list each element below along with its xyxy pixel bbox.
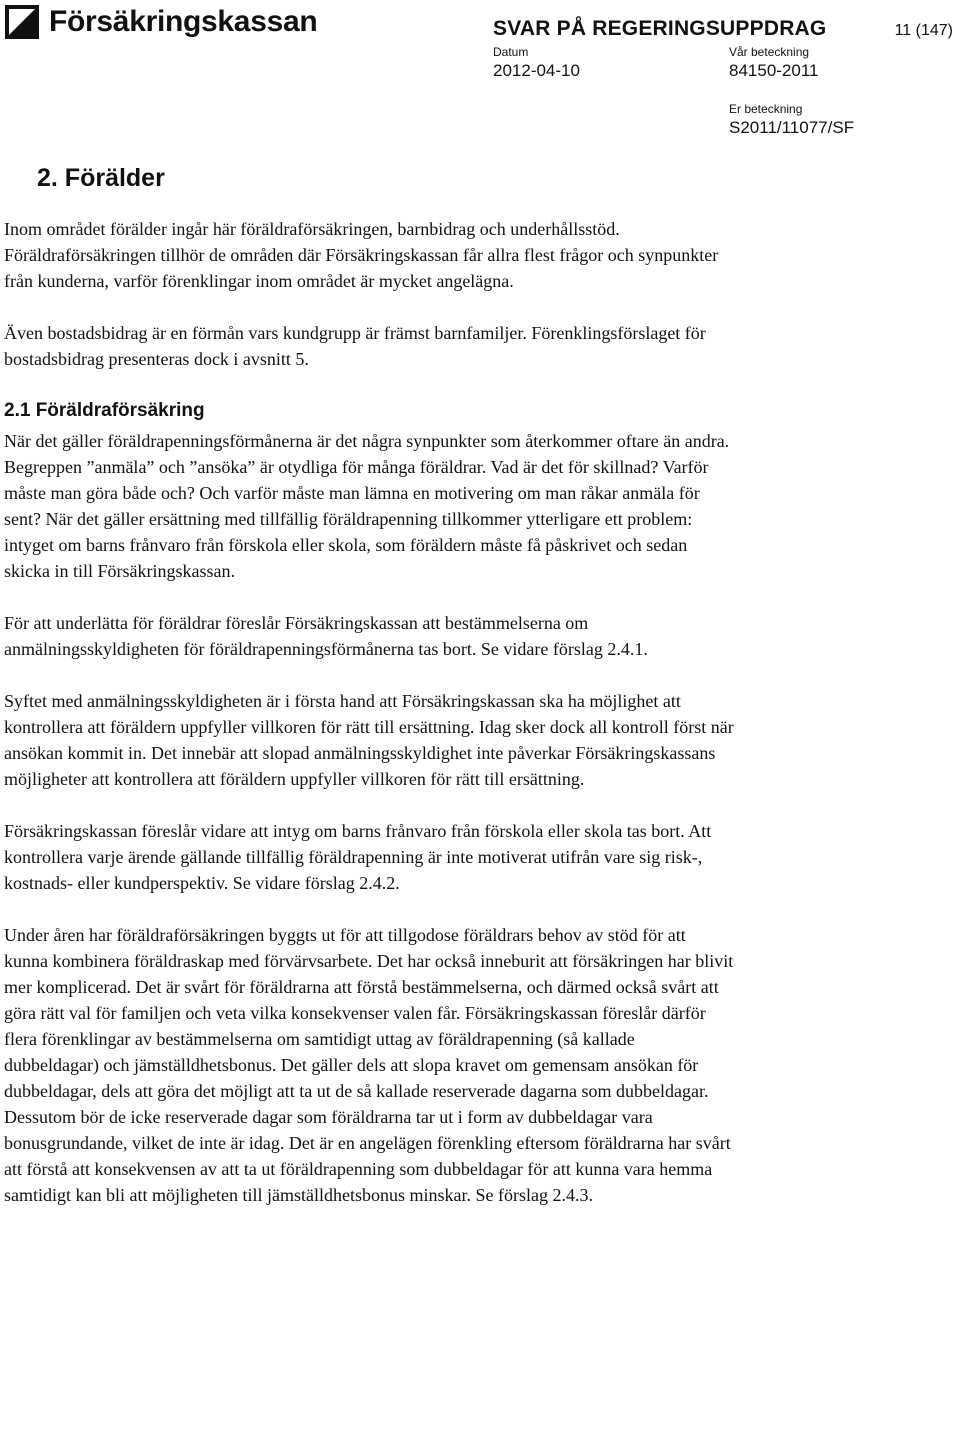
subsection-heading: 2.1 Föräldraförsäkring	[4, 400, 205, 421]
document-body	[4, 160, 734, 1208]
document-title: SVAR PÅ REGERINGSUPPDRAG	[493, 17, 827, 40]
our-reference-value: 84150-2011	[729, 61, 819, 80]
paragraph: Under åren har föräldraförsäkringen byggts ut för att tillgodose föräldrars behov av stöd för att kunna kombinera föräldraskap med förvärvsarbete. Det har också inneburit att försäkringen har blivit mer komplicerad. Det är svårt för föräldrarna att förstå bestämmelserna, och därmed också svårt att göra rätt val för familjen och veta vilka konsekvenser valen får. Försäkringskassan föreslår därför flera förenklingar av bestämmelserna om samtidigt uttag av föräldrapenning (så kallade dubbeldagar) och jämställdhetsbonus. Det gäller dels att slopa kravet om gemensam ansökan för dubbeldagar, dels att göra det möjligt att ta ut de så kallade reserverade dagarna som dubbeldagar. Dessutom bör de icke reserverade dagar som föräldrarna tar ut i form av dubbeldagar vara bonusgrundande, vilket de inte är idag. Det är en angelägen förenkling eftersom föräldrarna har svårt att förstå att konsekvensen av att ta ut föräldrapenning som dubbeldagar för att kunna vara hemma samtidigt kan bli att möjligheten till jämställdhetsbonus minskar. Se förslag 2.4.3.	[4, 925, 734, 1205]
paragraph: Försäkringskassan föreslår vidare att intyg om barns frånvaro från förskola eller skola tas bort. Att kontrollera varje ärende gällande tillfällig föräldrapenning är inte motiverat utifrån vare sig risk-, kostnads- eller kundperspektiv. Se vidare förslag 2.4.2.	[4, 821, 712, 893]
logo-text: Försäkringskassan	[49, 5, 318, 38]
section-heading: 2. Förälder	[37, 164, 165, 192]
date-label: Datum	[493, 45, 529, 59]
paragraph: Syftet med anmälningsskyldigheten är i första hand att Försäkringskassan ska ha möjlighet att kontrollera att föräldern uppfyller villkoren för rätt till ersättning. Idag sker dock all kontroll först när ansökan kommit in. Det innebär att slopad anmälningsskyldighet inte påverkar Försäkringskassans möjligheter att kontrollera att föräldern uppfyller villkoren för rätt till ersättning.	[4, 691, 734, 789]
header-logo[interactable]	[4, 4, 317, 40]
page-number: 11 (147)	[894, 22, 953, 39]
paragraph: När det gäller föräldrapenningsförmånerna är det några synpunkter som återkommer oftare än andra. Begreppen ”anmäla” och ”ansöka” är otydliga för många föräldrar. Vad är det för skillnad? Varför måste man göra både och? Och varför måste man lämna en motivering om man råkar anmäla för sent? När det gäller ersättning med tillfällig föräldrapenning tillkommer ytterligare ett problem: intyget om barns frånvaro från förskola eller skola, som föräldern måste få påskrivet och sedan skicka in till Försäkringskassan.	[4, 431, 730, 581]
our-reference-label: Vår beteckning	[729, 45, 810, 59]
your-reference-label: Er beteckning	[729, 102, 803, 116]
date-value: 2012-04-10	[493, 61, 580, 80]
forsakringskassan-logo-icon	[4, 4, 40, 40]
paragraph: Inom området förälder ingår här föräldraförsäkringen, barnbidrag och underhållsstöd. Föräldraförsäkringen tillhör de områden där Försäkringskassan får allra flest frågor och synpunkter från kunderna, varför förenklingar inom området är mycket angelägna.	[4, 219, 719, 291]
paragraph: För att underlätta för föräldrar föreslår Försäkringskassan att bestämmelserna om anmälningsskyldigheten för föräldrapenningsförmånerna tas bort. Se vidare förslag 2.4.1.	[4, 613, 648, 659]
paragraph: Även bostadsbidrag är en förmån vars kundgrupp är främst barnfamiljer. Förenklingsförslaget för bostadsbidrag presenteras dock i avsnitt 5.	[4, 323, 706, 369]
your-reference-value: S2011/11077/SF	[729, 118, 855, 137]
